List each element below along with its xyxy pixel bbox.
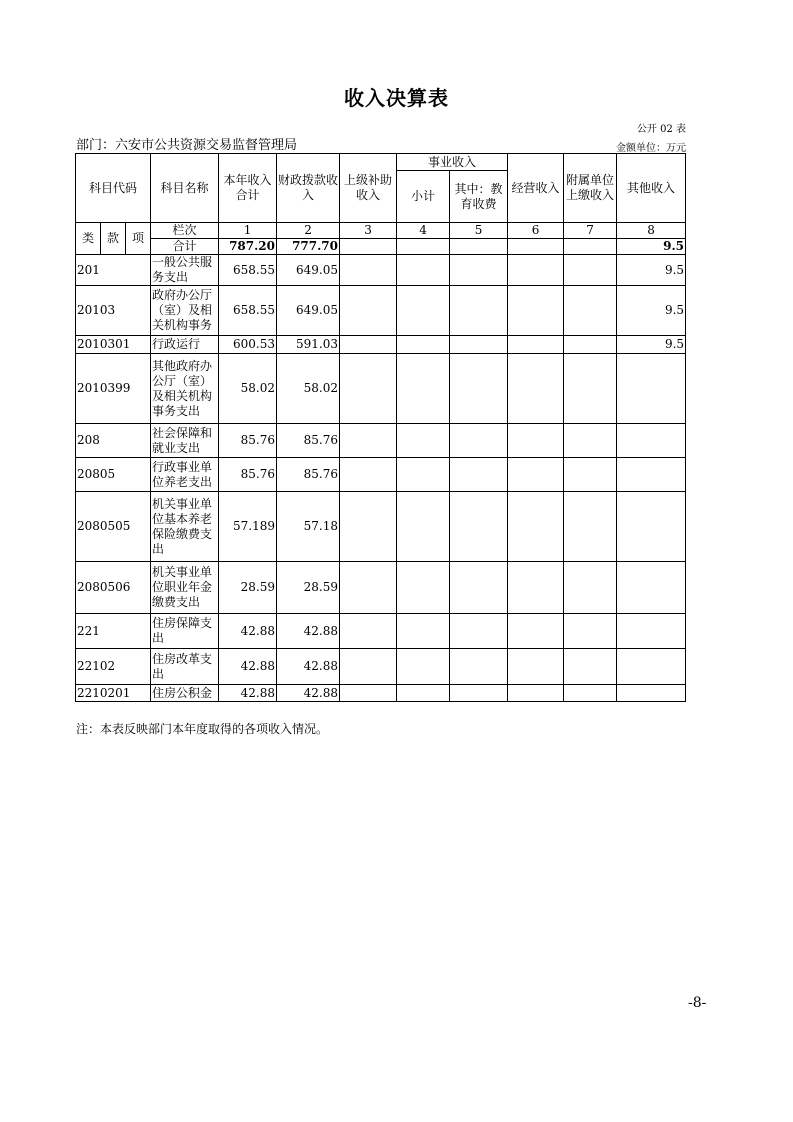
total-value	[450, 239, 508, 255]
amount-cell: 85.76	[277, 458, 340, 492]
header-total-income: 本年收入合计	[219, 154, 277, 223]
amount-cell	[397, 354, 450, 424]
amount-cell	[340, 685, 397, 702]
total-value	[508, 239, 564, 255]
amount-cell	[340, 649, 397, 685]
amount-cell	[397, 492, 450, 562]
header-subject-code: 科目代码	[76, 154, 151, 223]
amount-cell	[397, 255, 450, 286]
amount-cell: 28.59	[277, 562, 340, 614]
amount-cell	[564, 286, 617, 336]
amount-cell	[508, 286, 564, 336]
header-business-income: 事业收入	[397, 154, 508, 171]
table-row	[76, 458, 686, 492]
amount-cell: 28.59	[219, 562, 277, 614]
total-label: 合计	[151, 239, 219, 255]
subject-name-cell: 住房保障支出	[151, 614, 219, 649]
amount-cell: 9.5	[617, 286, 686, 336]
header-column-no: 栏次	[151, 223, 219, 239]
amount-cell	[508, 424, 564, 458]
page-title: 收入决算表	[344, 86, 449, 110]
amount-cell	[450, 458, 508, 492]
header-subtotal: 小计	[397, 171, 450, 223]
subject-name-cell: 行政运行	[151, 336, 219, 354]
amount-cell	[564, 424, 617, 458]
amount-cell	[397, 614, 450, 649]
amount-cell	[450, 354, 508, 424]
department-label: 部门：六安市公共资源交易监督管理局	[76, 138, 298, 153]
header-affiliated-income: 附属单位上缴收入	[564, 154, 617, 223]
header-fiscal-appropriation: 财政拨款收入	[277, 154, 340, 223]
column-number: 6	[508, 223, 564, 239]
amount-cell	[508, 562, 564, 614]
amount-cell	[450, 685, 508, 702]
amount-cell	[450, 492, 508, 562]
amount-cell: 658.55	[219, 286, 277, 336]
amount-cell	[340, 562, 397, 614]
amount-cell: 658.55	[219, 255, 277, 286]
column-number: 4	[397, 223, 450, 239]
amount-cell	[450, 286, 508, 336]
header-education-fee: 其中：教育收费	[450, 171, 508, 223]
amount-cell	[397, 336, 450, 354]
header-operating-income: 经营收入	[508, 154, 564, 223]
total-row	[76, 239, 686, 255]
amount-cell: 9.5	[617, 255, 686, 286]
column-number: 2	[277, 223, 340, 239]
income-table	[75, 153, 686, 702]
unit-label: 金额单位：万元	[616, 143, 686, 154]
subject-code-cell: 2080506	[76, 562, 151, 614]
table-row	[76, 424, 686, 458]
amount-cell	[450, 614, 508, 649]
amount-cell: 42.88	[277, 649, 340, 685]
subject-code-cell: 221	[76, 614, 151, 649]
amount-cell	[564, 649, 617, 685]
subject-name-cell: 住房改革支出	[151, 649, 219, 685]
amount-cell	[340, 614, 397, 649]
amount-cell	[617, 354, 686, 424]
amount-cell	[450, 255, 508, 286]
amount-cell	[508, 649, 564, 685]
amount-cell	[340, 492, 397, 562]
amount-cell	[397, 458, 450, 492]
amount-cell	[564, 685, 617, 702]
amount-cell: 42.88	[277, 614, 340, 649]
table-row	[76, 685, 686, 702]
subject-code-cell: 2010399	[76, 354, 151, 424]
subject-code-cell: 208	[76, 424, 151, 458]
amount-cell	[450, 424, 508, 458]
subject-name-cell: 一般公共服务支出	[151, 255, 219, 286]
subject-name-cell: 政府办公厅（室）及相关机构事务	[151, 286, 219, 336]
subject-name-cell: 行政事业单位养老支出	[151, 458, 219, 492]
amount-cell: 600.53	[219, 336, 277, 354]
header-other-income: 其他收入	[617, 154, 686, 223]
header-superior-subsidy: 上级补助收入	[340, 154, 397, 223]
subject-name-cell: 社会保障和就业支出	[151, 424, 219, 458]
form-code: 公开 02 表	[636, 124, 686, 135]
amount-cell	[340, 458, 397, 492]
subject-code-cell: 201	[76, 255, 151, 286]
amount-cell: 591.03	[277, 336, 340, 354]
table-row	[76, 649, 686, 685]
column-number: 3	[340, 223, 397, 239]
total-value: 777.70	[277, 239, 340, 255]
column-number: 5	[450, 223, 508, 239]
amount-cell	[617, 492, 686, 562]
amount-cell	[397, 685, 450, 702]
amount-cell	[564, 614, 617, 649]
total-value	[397, 239, 450, 255]
header-item: 项	[126, 223, 151, 255]
amount-cell	[508, 614, 564, 649]
total-value	[564, 239, 617, 255]
column-number: 7	[564, 223, 617, 239]
amount-cell	[617, 649, 686, 685]
amount-cell	[340, 354, 397, 424]
amount-cell	[564, 492, 617, 562]
subject-code-cell: 2010301	[76, 336, 151, 354]
amount-cell: 85.76	[277, 424, 340, 458]
amount-cell: 649.05	[277, 286, 340, 336]
header-section: 款	[101, 223, 126, 255]
amount-cell	[508, 458, 564, 492]
amount-cell	[450, 649, 508, 685]
table-row	[76, 492, 686, 562]
amount-cell	[508, 492, 564, 562]
amount-cell: 42.88	[219, 614, 277, 649]
header-subject-name: 科目名称	[151, 154, 219, 223]
subject-code-cell: 22102	[76, 649, 151, 685]
amount-cell: 58.02	[219, 354, 277, 424]
page-number: -8-	[688, 995, 707, 1011]
amount-cell: 58.02	[277, 354, 340, 424]
amount-cell	[617, 562, 686, 614]
amount-cell: 57.189	[219, 492, 277, 562]
amount-cell	[617, 424, 686, 458]
amount-cell	[340, 336, 397, 354]
amount-cell: 42.88	[219, 649, 277, 685]
total-value: 9.5	[617, 239, 686, 255]
subject-name-cell: 机关事业单位基本养老保险缴费支出	[151, 492, 219, 562]
amount-cell: 42.88	[277, 685, 340, 702]
table-row	[76, 562, 686, 614]
amount-cell	[450, 562, 508, 614]
subject-name-cell: 住房公积金	[151, 685, 219, 702]
column-number: 1	[219, 223, 277, 239]
subject-name-cell: 其他政府办公厅（室）及相关机构事务支出	[151, 354, 219, 424]
total-value: 787.20	[219, 239, 277, 255]
column-number: 8	[617, 223, 686, 239]
amount-cell	[564, 354, 617, 424]
amount-cell	[397, 649, 450, 685]
amount-cell: 649.05	[277, 255, 340, 286]
amount-cell	[397, 424, 450, 458]
header-class: 类	[76, 223, 101, 255]
amount-cell	[340, 255, 397, 286]
amount-cell	[617, 614, 686, 649]
table-row	[76, 336, 686, 354]
amount-cell: 57.18	[277, 492, 340, 562]
footnote: 注：本表反映部门本年度取得的各项收入情况。	[76, 722, 329, 736]
table-row	[76, 255, 686, 286]
amount-cell	[508, 255, 564, 286]
amount-cell	[564, 458, 617, 492]
amount-cell	[564, 562, 617, 614]
subject-code-cell: 2210201	[76, 685, 151, 702]
amount-cell	[508, 336, 564, 354]
subject-code-cell: 20805	[76, 458, 151, 492]
table-row	[76, 354, 686, 424]
subject-code-cell: 20103	[76, 286, 151, 336]
total-value	[340, 239, 397, 255]
amount-cell	[564, 255, 617, 286]
amount-cell	[508, 685, 564, 702]
amount-cell	[397, 562, 450, 614]
amount-cell: 9.5	[617, 336, 686, 354]
amount-cell	[564, 336, 617, 354]
subject-name-cell: 机关事业单位职业年金缴费支出	[151, 562, 219, 614]
amount-cell: 85.76	[219, 458, 277, 492]
amount-cell	[617, 685, 686, 702]
amount-cell	[450, 336, 508, 354]
amount-cell: 85.76	[219, 424, 277, 458]
amount-cell	[340, 424, 397, 458]
subject-code-cell: 2080505	[76, 492, 151, 562]
table-row	[76, 614, 686, 649]
amount-cell	[617, 458, 686, 492]
amount-cell	[397, 286, 450, 336]
table-row	[76, 286, 686, 336]
amount-cell: 42.88	[219, 685, 277, 702]
amount-cell	[508, 354, 564, 424]
amount-cell	[340, 286, 397, 336]
